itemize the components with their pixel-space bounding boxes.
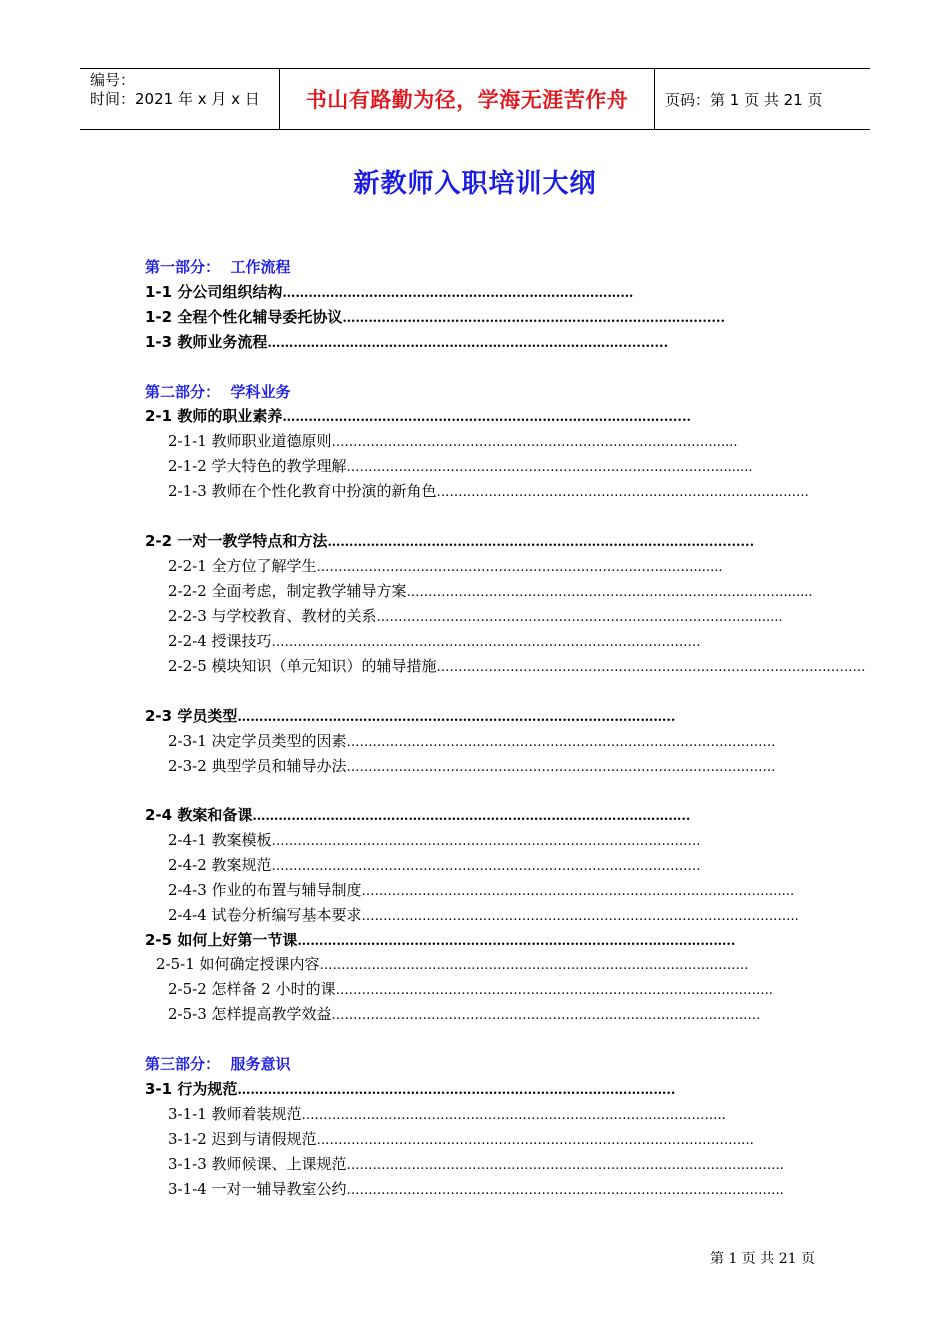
page-footer: 第 1 页 共 21 页 xyxy=(710,1251,815,1267)
toc-entry-leader: ……………………………………………………………………………………… xyxy=(271,834,701,849)
toc-entry-label: 3-1 行为规范 xyxy=(145,1080,238,1098)
toc-entry-label: 2-3-2 典型学员和辅导办法 xyxy=(168,757,347,775)
toc-entry[interactable] xyxy=(145,1078,765,1100)
toc-entry-leader: ……………………………………………………………………………………….. xyxy=(237,1083,676,1098)
toc-entry-leader: ……………………………………………………………………………………… xyxy=(346,760,776,775)
toc-entry-leader: ……………………………………………………………………………………… xyxy=(319,958,749,973)
toc-entry-leader: ……………………………………………………………………………………….. xyxy=(316,1133,754,1148)
toc-entry-label: 1-1 分公司组织结构 xyxy=(145,283,283,301)
toc-entry[interactable] xyxy=(145,306,770,328)
toc-entry[interactable] xyxy=(168,854,762,876)
toc-entry[interactable] xyxy=(168,1128,767,1150)
toc-entry[interactable] xyxy=(168,1153,784,1175)
toc-entry-leader: ……………………………………………………………………………………… xyxy=(331,1008,761,1023)
toc-entry-leader: …………………………………………………………………………………….... xyxy=(361,884,795,899)
toc-entry-label: 2-4-3 作业的布置与辅导制度 xyxy=(168,881,362,899)
toc-entry[interactable] xyxy=(168,605,783,627)
toc-entry-leader: ……………………………………………………………………….…. xyxy=(436,485,809,500)
toc-entry-leader: ……………………………………………………………………………………….. xyxy=(346,1183,784,1198)
toc-entry-label: 2-3-1 决定学员类型的因素 xyxy=(168,732,347,750)
toc-entry-leader: ……………………………………………………………………………………….. xyxy=(361,909,799,924)
toc-entry-label: 2-1-1 教师职业道德原则 xyxy=(168,432,332,450)
toc-entry-label: 2-1-2 学大特色的教学理解 xyxy=(168,457,347,475)
toc-entry[interactable] xyxy=(145,281,715,303)
toc-entry-label: 1-2 全程个性化辅导委托协议 xyxy=(145,308,343,326)
toc-entry-label: 3-1-2 迟到与请假规范 xyxy=(168,1130,317,1148)
toc-entry-label: 3-1-1 教师着装规范 xyxy=(168,1105,302,1123)
toc-entry-label: 2-1-3 教师在个性化教育中扮演的新角色 xyxy=(168,482,437,500)
toc-entry-leader: ……………………………………………………………………………………… xyxy=(346,735,776,750)
toc-entry[interactable] xyxy=(145,331,767,353)
toc-entry-leader: ……………………………………………………………………………………….. xyxy=(346,1158,784,1173)
toc-entry-label: 2-2-1 全方位了解学生 xyxy=(168,557,317,575)
toc-entry[interactable] xyxy=(168,1103,766,1125)
header-page-label: 页码：第 1 页 共 21 页 xyxy=(665,90,823,109)
toc-entry[interactable] xyxy=(168,455,770,477)
header-motto: 书山有路勤为径，学海无涯苦作舟 xyxy=(280,69,655,129)
toc-entry[interactable] xyxy=(168,430,770,452)
toc-entry[interactable] xyxy=(168,978,773,1000)
toc-entry-leader: ………………………………………………………………………........... xyxy=(267,336,669,351)
part-heading: 第一部分： 工作流程 xyxy=(145,258,291,276)
toc-entry-leader: ……………………………………………………………………………………….. xyxy=(335,983,773,998)
toc-entry-leader: ………………………………………………………………………....... xyxy=(342,311,726,326)
toc-entry-label: 3-1-3 教师候课、上课规范 xyxy=(168,1155,347,1173)
toc-entry-leader: ……………………………………………………………………………....... xyxy=(406,585,813,600)
toc-entry-leader: ……………………………………………………………………………………….. xyxy=(237,710,676,725)
toc-entry[interactable] xyxy=(145,929,765,951)
toc-entry-label: 2-3 学员类型 xyxy=(145,707,238,725)
toc-entry-label: 2-1 教师的职业素养 xyxy=(145,407,283,425)
toc-entry-label: 2-4-2 教案规范 xyxy=(168,856,272,874)
toc-entry[interactable] xyxy=(168,904,799,926)
toc-entry[interactable] xyxy=(168,630,762,652)
toc-entry[interactable] xyxy=(145,705,765,727)
toc-entry-label: 2-4-4 试卷分析编写基本要求 xyxy=(168,906,362,924)
toc-entry-label: 2-5-3 怎样提高教学效益 xyxy=(168,1005,332,1023)
toc-entry[interactable] xyxy=(168,755,776,777)
toc-entry-leader: ……………………………………………………………………………………… xyxy=(436,660,866,675)
toc-entry[interactable] xyxy=(145,804,765,826)
toc-entry-label: 2-4-1 教案模板 xyxy=(168,831,272,849)
toc-entry-leader: …………………………………………………………………………………….. xyxy=(301,1108,726,1123)
toc-entry[interactable] xyxy=(168,480,809,502)
toc-entry-label: 2-5-2 怎样备 2 小时的课 xyxy=(168,980,336,998)
toc-entry-leader: ……………………………………………………………………………....... xyxy=(331,435,738,450)
toc-entry-label: 2-5-1 如何确定授课内容 xyxy=(156,955,320,973)
toc-entry[interactable] xyxy=(145,405,767,427)
part-heading: 第三部分： 服务意识 xyxy=(145,1055,291,1073)
toc-entry-leader: ……………………………………………………………………………………… xyxy=(271,859,701,874)
toc-entry[interactable] xyxy=(168,655,866,677)
toc-entry-label: 1-3 教师业务流程 xyxy=(145,333,268,351)
toc-entry-leader: ……………………………………………………………………………....... xyxy=(316,560,723,575)
toc-entry-leader: ……………………………………………………………………………........... xyxy=(327,535,755,550)
toc-entry-label: 2-2 一对一教学特点和方法 xyxy=(145,532,328,550)
document-title: 新教师入职培训大纲 xyxy=(353,169,597,199)
toc-entry-leader: ……………………………………………………………………………………….. xyxy=(297,934,736,949)
toc-entry-leader: ……………………………………………………………………… xyxy=(282,286,634,301)
time-label: 时间：2021 年 x 月 x 日 xyxy=(90,90,260,108)
toc-entry-leader: ……………………………………………………………………………....... xyxy=(376,610,783,625)
toc-entry[interactable] xyxy=(168,829,762,851)
toc-entry-label: 2-2-2 全面考虑，制定教学辅导方案 xyxy=(168,582,407,600)
toc-entry[interactable] xyxy=(168,730,776,752)
toc-entry-label: 2-2-4 授课技巧 xyxy=(168,632,272,650)
toc-entry-label: 2-2-5 模块知识（单元知识）的辅导措施 xyxy=(168,657,437,675)
toc-entry[interactable] xyxy=(168,1178,784,1200)
toc-entry-leader: ……………………………………………………………………………....... xyxy=(282,410,692,425)
toc-entry[interactable] xyxy=(168,879,795,901)
toc-entry-leader: ……………………………………………………………………………………… xyxy=(271,635,701,650)
number-label: 编号： xyxy=(90,71,136,89)
toc-entry-label: 2-2-3 与学校教育、教材的关系 xyxy=(168,607,377,625)
toc-entry[interactable] xyxy=(145,530,767,552)
toc-entry-label: 2-5 如何上好第一节课 xyxy=(145,931,298,949)
toc-entry-leader: ……………………………………………………………………………....... xyxy=(346,460,753,475)
toc-entry-label: 2-4 教案和备课 xyxy=(145,806,253,824)
toc-entry[interactable] xyxy=(168,580,813,602)
toc-entry-leader: ……………………………………………………………………………………….. xyxy=(252,809,691,824)
part-heading: 第二部分： 学科业务 xyxy=(145,383,291,401)
toc-entry[interactable] xyxy=(168,1003,762,1025)
toc-entry-label: 3-1-4 一对一辅导教室公约 xyxy=(168,1180,347,1198)
toc-entry[interactable] xyxy=(168,555,766,577)
toc-entry[interactable] xyxy=(156,953,750,975)
